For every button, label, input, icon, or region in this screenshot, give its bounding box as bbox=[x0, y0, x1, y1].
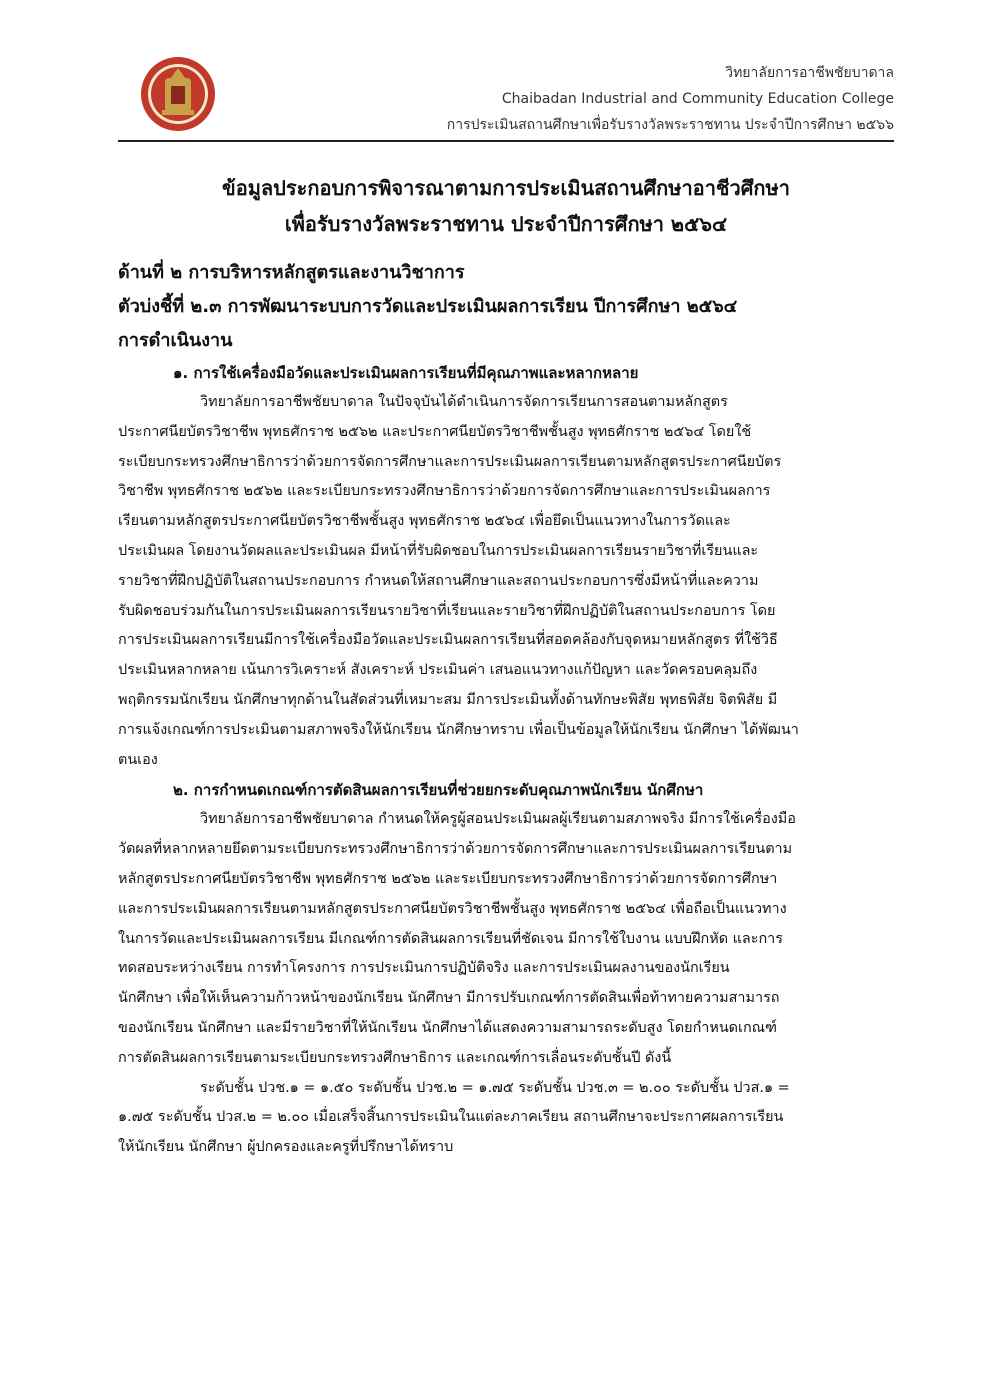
paragraph-line: ประกาศนียบัตรวิชาชีพ พุทธศักราช ๒๕๖๒ และประกาศนียบัตรวิชาชีพชั้นสูง พุทธศักราช ๒๕๖๔ โดยใช้ bbox=[118, 423, 752, 440]
paragraph-line: หลักสูตรประกาศนียบัตรวิชาชีพ พุทธศักราช ๒๕๖๒ และระเบียบกระทรวงศึกษาธิการว่าด้วยการจัดการศึกษา bbox=[118, 870, 778, 887]
header-divider bbox=[118, 140, 894, 142]
item1-title: ๑. การใช้เครื่องมือวัดและประเมินผลการเรียนที่มีคุณภาพและหลากหลาย bbox=[173, 364, 639, 382]
indicator-heading: ตัวบ่งชี้ที่ ๒.๓ การพัฒนาระบบการวัดและประเมินผลการเรียน ปีการศึกษา ๒๕๖๔ bbox=[118, 296, 738, 317]
header-college-english: Chaibadan Industrial and Community Education College bbox=[501, 91, 894, 107]
paragraph-line: และการประเมินผลการเรียนตามหลักสูตรประกาศนียบัตรวิชาชีพชั้นสูง พุทธศักราช ๒๕๖๔ เพื่อถือเป็นแนวทาง bbox=[118, 900, 787, 917]
paragraph-line: วิทยาลัยการอาชีพชัยบาดาล กำหนดให้ครูผู้สอนประเมินผลผู้เรียนตามสภาพจริง มีการใช้เครื่องมือ bbox=[200, 811, 796, 828]
operations-heading: การดำเนินงาน bbox=[118, 330, 233, 351]
item2-title: ๒. การกำหนดเกณฑ์การตัดสินผลการเรียนที่ช่วยยกระดับคุณภาพนักเรียน นักศึกษา bbox=[173, 781, 704, 800]
document-body bbox=[118, 256, 894, 1163]
paragraph-line: นักศึกษา เพื่อให้เห็นความก้าวหน้าของนักเรียน นักศึกษา มีการปรับเกณฑ์การตัดสินเพื่อท้าทายความสามารถ bbox=[118, 990, 780, 1007]
item2-paragraph bbox=[118, 805, 894, 1073]
paragraph-line: วัดผลที่หลากหลายยึดตามระเบียบกระทรวงศึกษาธิการว่าด้วยการจัดการศึกษาและการประเมินผลการเรียนตาม bbox=[118, 841, 793, 858]
header-assessment-title: การประเมินสถานศึกษาเพื่อรับรางวัลพระราชทาน ประจำปีการศึกษา ๒๕๖๖ bbox=[446, 117, 894, 133]
paragraph-line: วิทยาลัยการอาชีพชัยบาดาล ในปัจจุบันได้ดำเนินการจัดการเรียนการสอนตามหลักสูตร bbox=[200, 394, 728, 410]
paragraph-line: ทดสอบระหว่างเรียน การทำโครงการ การประเมินการปฏิบัติจริง และการประเมินผลงานของนักเรียน bbox=[118, 960, 730, 977]
college-seal-logo bbox=[140, 56, 216, 132]
paragraph-line: ประเมินหลากหลาย เน้นการวิเคราะห์ สังเคราะห์ ประเมินค่า เสนอแนวทางแก้ปัญหา และวัดครอบคลุมถึง bbox=[118, 662, 758, 679]
paragraph-line: ในการวัดและประเมินผลการเรียน มีเกณฑ์การตัดสินผลการเรียนที่ชัดเจน มีการใช้ใบงาน แบบฝึกหัด และการ bbox=[118, 930, 783, 947]
paragraph-line: การประเมินผลการเรียนมีการใช้เครื่องมือวัดและประเมินผลการเรียนที่สอดคล้องกับจุดหมายหลักสูตร ที่ใช้วิธี bbox=[118, 632, 778, 649]
paragraph-line: ประเมินผล โดยงานวัดผลและประเมินผล มีหน้าที่รับผิดชอบในการประเมินผลการเรียนรายวิชาที่เรียนและ bbox=[118, 542, 759, 559]
paragraph-line: รายวิชาที่ฝึกปฏิบัติในสถานประกอบการ กำหนดให้สถานศึกษาและสถานประกอบการซึ่งมีหน้าที่และความ bbox=[118, 572, 759, 589]
header-college-thai: วิทยาลัยการอาชีพชัยบาดาล bbox=[725, 65, 894, 81]
grade-criteria-paragraph bbox=[118, 1074, 894, 1163]
section-heading: ด้านที่ ๒ การบริหารหลักสูตรและงานวิชาการ bbox=[118, 262, 465, 283]
paragraph-line: ระดับชั้น ปวช.๑ = ๑.๕๐ ระดับชั้น ปวช.๒ = ๑.๗๕ ระดับชั้น ปวช.๓ = ๒.๐๐ ระดับชั้น ปวส.๑ = bbox=[200, 1079, 790, 1096]
paragraph-line: ของนักเรียน นักศึกษา และมีรายวิชาที่ให้นักเรียน นักศึกษาได้แสดงความสามารถระดับสูง โดยกำหนดเกณฑ์ bbox=[118, 1019, 777, 1036]
paragraph-line: การแจ้งเกณฑ์การประเมินตามสภาพจริงให้นักเรียน นักศึกษาทราบ เพื่อเป็นข้อมูลให้นักเรียน นักศึกษา ได้พัฒนา bbox=[118, 721, 799, 738]
paragraph-line: การตัดสินผลการเรียนตามระเบียบกระทรวงศึกษาธิการ และเกณฑ์การเลื่อนระดับชั้นปี ดังนี้ bbox=[118, 1049, 672, 1066]
document-title bbox=[118, 170, 894, 242]
paragraph-line: เรียนตามหลักสูตรประกาศนียบัตรวิชาชีพชั้นสูง พุทธศักราช ๒๕๖๔ เพื่อยึดเป็นแนวทางในการวัดและ bbox=[118, 513, 731, 530]
paragraph-line: ให้นักเรียน นักศึกษา ผู้ปกครองและครูที่ปรึกษาได้ทราบ bbox=[118, 1139, 454, 1156]
paragraph-line: รับผิดชอบร่วมกันในการประเมินผลการเรียนรายวิชาที่เรียนและรายวิชาที่ฝึกปฏิบัติในสถานประกอบการ โดย bbox=[118, 602, 776, 619]
title-line-2: เพื่อรับรางวัลพระราชทาน ประจำปีการศึกษา ๒๕๖๔ bbox=[284, 212, 728, 236]
paragraph-line: วิชาชีพ พุทธศักราช ๒๕๖๒ และระเบียบกระทรวงศึกษาธิการว่าด้วยการจัดการศึกษาและการประเมินผลการ bbox=[118, 483, 771, 500]
title-line-1: ข้อมูลประกอบการพิจารณาตามการประเมินสถานศึกษาอาชีวศึกษา bbox=[222, 176, 790, 200]
paragraph-line: ตนเอง bbox=[118, 751, 158, 768]
paragraph-line: ๑.๗๕ ระดับชั้น ปวส.๒ = ๒.๐๐ เมื่อเสร็จสิ้นการประเมินในแต่ละภาคเรียน สถานศึกษาจะประกาศผลการเรียน bbox=[118, 1109, 784, 1126]
item1-paragraph bbox=[118, 388, 894, 775]
paragraph-line: ระเบียบกระทรวงศึกษาธิการว่าด้วยการจัดการศึกษาและการประเมินผลการเรียนตามหลักสูตรประกาศนียบัตร bbox=[118, 453, 782, 470]
paragraph-line: พฤติกรรมนักเรียน นักศึกษาทุกด้านในสัดส่วนที่เหมาะสม มีการประเมินทั้งด้านทักษะพิสัย พุทธพิสัย จิตพิสัย มี bbox=[118, 691, 778, 708]
page-header bbox=[447, 60, 894, 138]
